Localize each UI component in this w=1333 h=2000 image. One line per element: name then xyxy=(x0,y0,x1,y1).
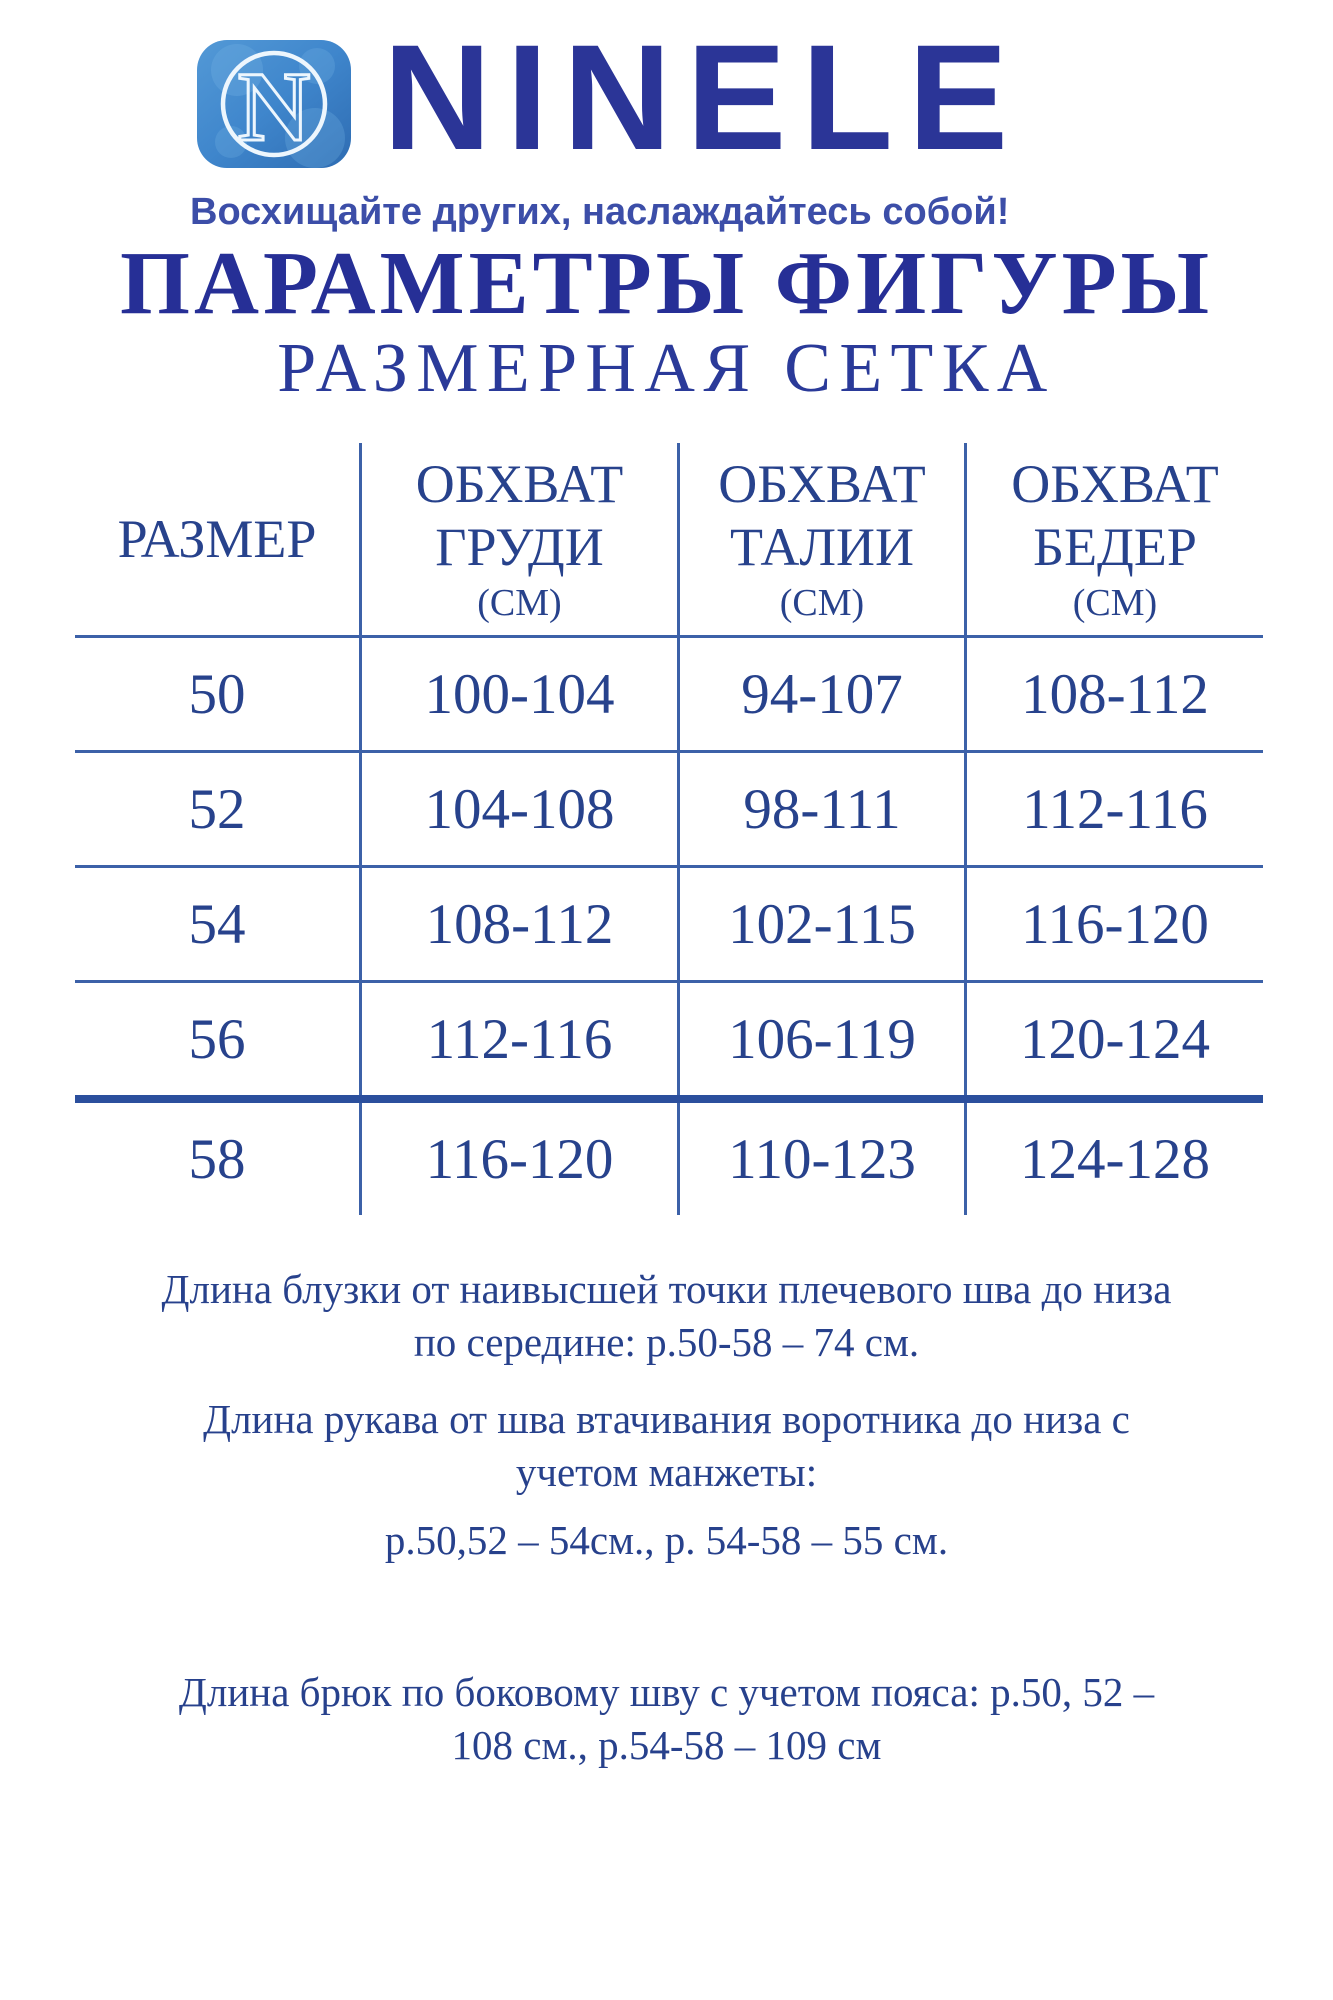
column-header-line: ОБХВАТ xyxy=(415,454,624,515)
table-row-size-54 xyxy=(75,865,1263,980)
brand-tagline: Восхищайте других, наслаждайтесь собой! xyxy=(190,191,1010,233)
column-header-waist xyxy=(680,443,967,635)
hips-value: 120-124 xyxy=(1020,1007,1210,1071)
brand-name: NINELE xyxy=(383,13,1024,181)
size-value: 50 xyxy=(75,638,362,750)
size-table-header-row xyxy=(75,443,1263,635)
table-row-size-56 xyxy=(75,980,1263,1095)
waist-value: 106-119 xyxy=(680,983,967,1095)
waist-value: 98-111 xyxy=(680,753,967,865)
chest-value: 104-108 xyxy=(362,753,680,865)
column-header-line: РАЗМЕР xyxy=(117,508,317,569)
size-value: 58 xyxy=(75,1103,362,1215)
note-line: Длина рукава от шва втачивания воротника до низа с xyxy=(203,1396,1130,1442)
note-line: р.50,52 – 54см., р. 54-58 – 55 см. xyxy=(384,1517,949,1563)
note-sleeve-values xyxy=(40,1514,1293,1567)
column-header-line: ТАЛИИ xyxy=(730,517,914,578)
hips-value: 124-128 xyxy=(1020,1127,1210,1191)
table-row-size-58 xyxy=(75,1095,1263,1215)
note-trousers-length xyxy=(40,1666,1293,1772)
svg-text:N: N xyxy=(237,51,311,162)
hips-value: 112-116 xyxy=(1022,777,1208,841)
column-header-unit: (СМ) xyxy=(779,581,865,624)
column-header-size xyxy=(75,443,362,635)
note-line: учетом манжеты: xyxy=(515,1449,818,1495)
note-line: по середине: р.50-58 – 74 см. xyxy=(413,1319,920,1365)
column-header-chest xyxy=(362,443,680,635)
column-header-line: ГРУДИ xyxy=(435,517,604,578)
size-table xyxy=(75,443,1263,1215)
column-header-line: БЕДЕР xyxy=(1033,517,1197,578)
size-value: 54 xyxy=(75,868,362,980)
note-line: Длина брюк по боковому шву с учетом пояса: р.50, 52 – xyxy=(178,1669,1155,1715)
note-blouse-length xyxy=(40,1263,1293,1369)
column-header-line: ОБХВАТ xyxy=(718,454,926,515)
table-row-size-50 xyxy=(75,635,1263,750)
brand-logo-icon xyxy=(197,40,351,168)
column-header-unit: (СМ) xyxy=(477,581,562,624)
table-row-size-52 xyxy=(75,750,1263,865)
column-header-unit: (СМ) xyxy=(1072,581,1158,624)
size-value: 56 xyxy=(75,983,362,1095)
note-sleeve-length xyxy=(40,1393,1293,1499)
chest-value: 112-116 xyxy=(362,983,680,1095)
page-title: ПАРАМЕТРЫ ФИГУРЫ xyxy=(119,234,1214,333)
note-line: Длина блузки от наивысшей точки плечевого шва до низа xyxy=(161,1266,1172,1312)
chest-value: 108-112 xyxy=(362,868,680,980)
hips-value: 108-112 xyxy=(1021,662,1209,726)
note-line: 108 см., р.54-58 – 109 см xyxy=(451,1722,882,1768)
waist-value: 94-107 xyxy=(680,638,967,750)
hips-value: 116-120 xyxy=(1021,892,1209,956)
column-header-line: ОБХВАТ xyxy=(1011,454,1219,515)
waist-value: 102-115 xyxy=(680,868,967,980)
chest-value: 116-120 xyxy=(362,1103,680,1215)
chest-value: 100-104 xyxy=(362,638,680,750)
page-subtitle: РАЗМЕРНАЯ СЕТКА xyxy=(277,330,1056,407)
size-value: 52 xyxy=(75,753,362,865)
column-header-hips xyxy=(967,443,1263,635)
waist-value: 110-123 xyxy=(680,1103,967,1215)
